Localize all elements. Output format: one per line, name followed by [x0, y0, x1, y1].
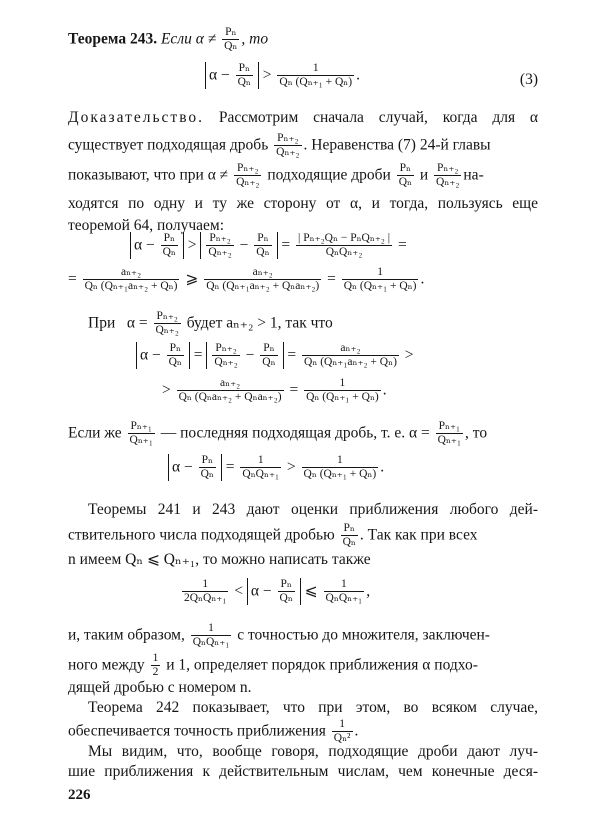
equation-chain-a-line-2: = $\frac{\text{aₙ₊₂}}{\text{Qₙ (Qₙ₊₁aₙ₊₂ + Qₙ)}}$ ⩾ aₙ₊₂ Qₙ (Qₙ₊₁aₙ₊₂ + Qₙaₙ₊₂) = $\frac{1}{\text{Qₙ (Qₙ₊₁ + Qₙ)}}$ .: [68, 266, 425, 293]
para-2-line-3: n имеем Qₙ ⩽ Qₙ₊₁, то можно написать также: [68, 551, 371, 568]
equation-3: α − $\frac{\text{Pₙ}}{\text{Qₙ}}$ > $\frac{1}{\text{Qₙ (Qₙ₊₁ + Qₙ)}}$ .: [205, 62, 360, 89]
para-2-line-2: ствительного числа подходящей дробью $\frac{\text{Pₙ}}{\text{Qₙ}}$ . Так как при всех: [68, 522, 478, 549]
theorem-condition-lhs: α ≠: [195, 30, 217, 48]
equation-3-number: (3): [519, 71, 538, 88]
proof-line-5: теоремой 64, получаем:: [68, 217, 225, 234]
eq3-rhs-fraction: $\frac{1}{\text{Qₙ (Qₙ₊₁ + Qₙ)}}$: [279, 62, 353, 89]
theorem-condition-fraction: $\frac{\text{Pₙ}}{\text{Qₙ}}$: [224, 26, 238, 53]
proof-line-1: Доказательство. Рассмотрим сначала случай, когда для α: [68, 109, 539, 126]
para-3-line-1: Теорема 242 показывает, что при этом, во всяком случае,: [88, 699, 538, 716]
para-2-line-4: и, таким образом, 1 QₙQₙ₊₁ с точностью до множителя, заключен-: [68, 622, 490, 649]
para-2-line-1: Теоремы 241 и 243 дают оценки приближения любого дей-: [88, 501, 538, 518]
case-3-line: Если же $\frac{\text{Pₙ₊₁}}{\text{Qₙ₊₁}}$ — последняя подходящая дробь, т. е. α = $\frac{\text{Pₙ₊₁}}{\text{Qₙ₊₁}}$ , то: [68, 420, 488, 447]
proof-line-4: ходятся по одну и ту же сторону от α, и тогда, пользуясь еще: [68, 195, 538, 212]
case-2-line: При α = $\frac{\text{Pₙ₊₂}}{\text{Qₙ₊₂}}$ будет aₙ₊₂ > 1, так что: [88, 310, 333, 337]
theorem-condition-suffix: , то: [241, 30, 269, 48]
equation-chain-a-line-1: α − $\frac{\text{Pₙ}}{\text{Qₙ}}$ > $\frac{\text{Pₙ₊₂}}{\text{Qₙ₊₂}}$ − $\frac{\text{Pₙ}}{\text{Qₙ}}$ = | Pₙ₊₂Qₙ − PₙQₙ₊₂ | QₙQₙ₊₂ =: [130, 232, 407, 259]
theorem-243-statement: [68, 26, 538, 53]
page-number: 226: [68, 787, 91, 803]
theorem-title: Теорема 243.: [68, 30, 158, 48]
eq3-abs-value: α − $\frac{\text{Pₙ}}{\text{Qₙ}}$: [205, 62, 259, 89]
para-4-line-2: шие приближения к действительным числам, чем конечные деся-: [68, 763, 538, 780]
proof-heading: Доказательство.: [68, 109, 205, 126]
para-2-inequality: 1 2QₙQₙ₊₁ < α − $\frac{\text{Pₙ}}{\text{Qₙ}}$ ⩽ 1 QₙQₙ₊₁ ,: [184, 578, 371, 605]
para-2-line-5: ного между $\frac{1}{2}$ и 1, определяет порядок приближения α подхо-: [68, 652, 478, 679]
para-4-line-1: Мы видим, что, вообще говоря, подходящие дроби дают луч-: [88, 743, 538, 760]
para-2-line-6: дящей дробью с номером n.: [68, 679, 252, 696]
case-3-equation: α − $\frac{\text{Pₙ}}{\text{Qₙ}}$ = 1 QₙQₙ₊₁ > $\frac{1}{\text{Qₙ (Qₙ₊₁ + Qₙ)}}$ .: [168, 454, 384, 481]
proof-line-2: существует подходящая дробь $\frac{\text{Pₙ₊₂}}{\text{Qₙ₊₂}}$ . Неравенства (7) 24-й главы: [68, 132, 491, 159]
theorem-condition-prefix: Если: [160, 30, 192, 48]
proof-line-3: показывают, что при α ≠ $\frac{\text{Pₙ₊₂}}{\text{Qₙ₊₂}}$ подходящие дроби $\frac{\text{Pₙ}}{\text{Qₙ}}$ и $\frac{\text{Pₙ₊₂}}{\text{Qₙ₊₂}}$ на-: [68, 162, 484, 189]
case-2-equation-line-2: > aₙ₊₂ Qₙ (Qₙaₙ₊₂ + Qₙaₙ₊₂) = $\frac{1}{\text{Qₙ (Qₙ₊₁ + Qₙ)}}$ .: [162, 377, 387, 404]
para-3-line-2: обеспечивается точность приближения $\frac{1}{\text{Qₙ²}}$ .: [68, 718, 359, 745]
case-2-equation-line-1: α − $\frac{\text{Pₙ}}{\text{Qₙ}}$ = $\frac{\text{Pₙ₊₂}}{\text{Qₙ₊₂}}$ − $\frac{\text{Pₙ}}{\text{Qₙ}}$ = $\frac{\text{aₙ₊₂}}{\text{Qₙ (Qₙ₊₁aₙ₊₂ + Qₙ)}}$ >: [136, 342, 414, 369]
